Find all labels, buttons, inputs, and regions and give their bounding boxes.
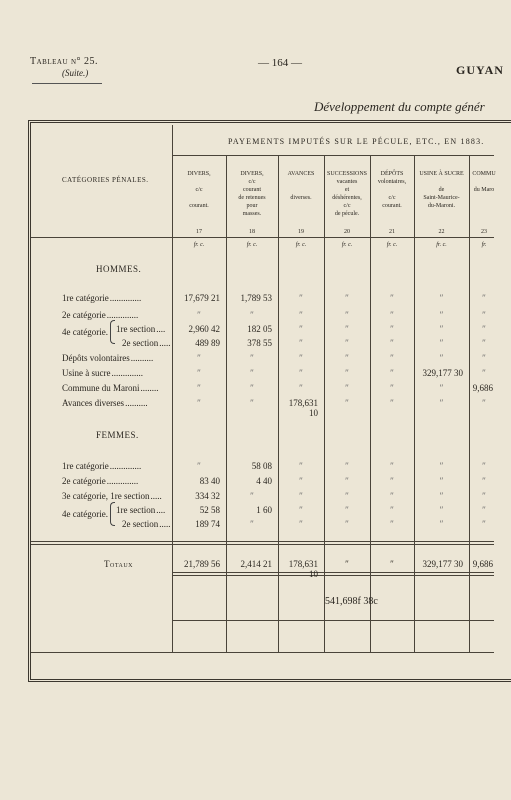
column-header-line: DÉPÔTS [380,171,404,177]
cell-empty-mark: ″ [390,398,394,408]
cell-value: 178,631 10 [288,398,318,418]
cell-empty-mark: ″ [390,461,394,471]
super-header-rule [172,155,494,156]
cell-value: 9,686 [472,383,493,393]
cell-empty-mark: ″ [299,293,303,303]
row-label: 3e catégorie, 1re section [62,491,150,501]
cell-empty-mark: ″ [439,324,444,334]
total-value: 178,631 10 [288,559,318,579]
cell-empty-mark: ″ [250,519,254,529]
column-header-line: de [438,187,445,193]
column-header-21 [370,170,414,210]
cell-value: 378 55 [247,338,272,348]
cell-empty-mark: ″ [299,353,303,363]
cell-empty-mark: ″ [299,491,303,501]
column-header-line: de retenues [238,195,266,201]
subtitle: Développement du compte génér [314,99,485,114]
cell-empty-mark: ″ [439,310,444,320]
table-reference: Tableau n° 25. [30,56,99,67]
column-header-line: c/c [195,187,203,193]
cell-empty-mark: ″ [482,338,486,348]
column-unit-22: fr. c. [436,242,447,248]
brace-femmes [110,502,115,526]
cell-empty-mark: ″ [390,338,394,348]
column-header-line: du Maro [473,187,495,193]
column-header-line: pour [246,203,258,209]
cell-empty-mark: ″ [197,353,201,363]
section-hommes: HOMMES. [96,264,142,274]
cell-empty-mark: ″ [197,310,201,320]
cell-empty-mark: ″ [390,476,394,486]
column-header-23 [469,170,499,194]
column-header-line: DIVERS, [240,171,264,177]
totals-bottom-rule [172,572,494,573]
cell-empty-mark: ″ [250,383,254,393]
column-header-line [278,178,324,186]
column-header-line: diverses. [290,195,312,201]
cell-empty-mark: ″ [345,505,349,515]
cell-empty-mark: ″ [250,310,254,320]
column-header-line: COMMU [472,171,496,177]
cell-empty-mark: ″ [197,383,201,393]
grand-total-rule [172,620,494,621]
column-header-line: volontaires, [377,179,407,185]
row-leader-dots: .............. [106,476,139,486]
total-empty-mark: ″ [390,559,394,569]
column-header-18 [226,170,278,218]
row-label: 1re catégorie [62,461,109,471]
row-leader-dots: ..... [150,491,162,501]
row-label: 2e catégorie [62,310,106,320]
cell-empty-mark: ″ [390,353,394,363]
cell-value: 182 05 [247,324,272,334]
row-leader-dots: ........ [140,383,159,393]
cell-empty-mark: ″ [482,324,486,334]
cell-empty-mark: ″ [439,476,444,486]
cell-empty-mark: ″ [345,368,349,378]
row-label: 1re section [116,324,156,334]
cell-empty-mark: ″ [439,505,444,515]
group-label-femmes: 4e catégorie. [62,509,108,519]
cell-empty-mark: ″ [482,519,486,529]
cell-empty-mark: ″ [299,310,303,320]
row-leader-dots: .............. [106,310,139,320]
column-number-23: 23 [481,229,487,235]
cell-empty-mark: ″ [345,353,349,363]
column-unit-17: fr. c. [193,242,205,248]
cell-empty-mark: ″ [345,519,349,529]
cell-empty-mark: ″ [482,353,486,363]
row-leader-dots: ..... [159,519,171,529]
column-number-17: 17 [196,229,202,235]
row-leader-dots: .............. [109,293,142,303]
row-label: 2e section [122,519,159,529]
cell-empty-mark: ″ [345,491,349,501]
cell-value: 58 08 [251,461,272,471]
cell-empty-mark: ″ [197,368,201,378]
cell-empty-mark: ″ [390,368,394,378]
cell-empty-mark: ″ [250,368,254,378]
cell-value: 489 89 [195,338,220,348]
cell-empty-mark: ″ [299,505,303,515]
column-unit-20: fr. c. [341,242,353,248]
section-divider [31,652,494,653]
column-number-19: 19 [298,229,304,235]
cell-value: 1 60 [256,505,272,515]
cell-value: 189 74 [195,519,220,529]
cell-empty-mark: ″ [345,310,349,320]
row-label: Dépôts volontaires [62,353,130,363]
row-label: Avances diverses [62,398,125,408]
column-header-line [414,178,469,186]
row-leader-dots: ..... [159,338,171,348]
cell-empty-mark: ″ [482,293,486,303]
row-leader-dots: .............. [109,461,142,471]
column-header-line: c/c [343,203,351,209]
super-header: PAYEMENTS IMPUTÉS SUR LE PÉCULE, ETC., EN 1883. [228,137,485,146]
row-leader-dots: .......... [125,398,148,408]
column-header-line: USINE À SUCRE [419,171,464,177]
header-bottom-rule [31,237,494,238]
cell-empty-mark: ″ [299,338,303,348]
column-header-line: déshérentes, [332,195,362,201]
cell-empty-mark: ″ [299,519,303,529]
column-header-22 [414,170,469,210]
cell-empty-mark: ″ [390,293,394,303]
cell-empty-mark: ″ [439,491,444,501]
total-value: 2,414 21 [240,559,272,569]
cell-empty-mark: ″ [390,324,394,334]
cell-value: 2,960 42 [188,324,220,334]
cell-empty-mark: ″ [390,383,394,393]
row-label: Commune du Maroni [62,383,140,393]
cell-empty-mark: ″ [482,491,486,501]
cell-empty-mark: ″ [345,324,349,334]
column-header-line: et [344,187,350,193]
cell-empty-mark: ″ [390,505,394,515]
cell-value: 17,679 21 [184,293,220,303]
column-unit-18: fr. c. [246,242,258,248]
cell-empty-mark: ″ [250,398,254,408]
group-label-hommes: 4e catégorie. [62,327,108,337]
totals-label: Totaux [104,559,134,569]
column-header-line [278,186,324,194]
column-header-line: c/c [248,179,256,185]
cell-empty-mark: ″ [299,383,303,393]
cell-empty-mark: ″ [439,519,444,529]
column-header-17 [172,170,226,210]
column-header-line: courant. [382,203,402,209]
totals-bottom-rule-2 [172,575,494,576]
cell-empty-mark: ″ [299,461,303,471]
column-number-21: 21 [389,229,395,235]
column-number-20: 20 [344,229,350,235]
cell-empty-mark: ″ [439,293,444,303]
cell-empty-mark: ″ [345,383,349,393]
cell-empty-mark: ″ [345,338,349,348]
section-femmes: FEMMES. [96,430,139,440]
cell-empty-mark: ″ [299,476,303,486]
running-title: GUYAN [456,63,504,77]
column-header-line: courant [243,187,261,193]
column-header-line: masses. [242,211,262,217]
column-header-line: de pécule. [334,211,360,217]
cell-empty-mark: ″ [439,353,444,363]
total-value: 329,177 30 [422,559,463,569]
cell-empty-mark: ″ [390,310,394,320]
cell-value: 1,789 53 [240,293,272,303]
cell-empty-mark: ″ [439,398,444,408]
totals-top-rule [31,541,494,542]
grand-total: 541,698f 38c [325,596,378,607]
cell-empty-mark: ″ [390,519,394,529]
row-leader-dots: .............. [111,368,143,378]
cell-value: 83 40 [199,476,220,486]
column-header-20 [324,170,370,218]
page-number: — 164 — [258,57,302,69]
column-unit-19: fr. c. [295,242,307,248]
brace-hommes [110,320,115,344]
column-header-line [172,178,226,186]
cell-empty-mark: ″ [197,461,201,471]
column-header-19 [278,170,324,202]
cell-empty-mark: ″ [482,505,486,515]
cell-empty-mark: ″ [482,461,486,471]
row-label: 1re section [116,505,156,515]
column-header-line [469,178,499,186]
cell-value: 334 32 [195,491,220,501]
row-leader-dots: .... [156,324,166,334]
row-label: Usine à sucre [62,368,111,378]
cell-empty-mark: ″ [299,368,303,378]
cell-empty-mark: ″ [439,383,444,393]
column-header-line: DIVERS, [187,171,211,177]
table-suite: (Suite.) [62,68,89,78]
cell-empty-mark: ″ [439,338,444,348]
totals-top-rule-2 [31,544,494,545]
cell-empty-mark: ″ [345,398,349,408]
column-header-line: AVANCES [287,171,315,177]
category-header: CATÉGORIES PÉNALES. [62,176,149,184]
total-empty-mark: ″ [345,559,349,569]
cell-empty-mark: ″ [345,461,349,471]
column-header-line [370,186,414,194]
cell-value: 329,177 30 [422,368,463,378]
cell-empty-mark: ″ [390,491,394,501]
cell-empty-mark: ″ [482,368,486,378]
cell-value: 4 40 [256,476,272,486]
ornament-rule [32,83,102,84]
cell-empty-mark: ″ [482,476,486,486]
column-number-22: 22 [438,229,445,235]
total-value: 21,789 56 [184,559,220,569]
column-header-line: vacantes [336,179,358,185]
column-number-18: 18 [249,229,255,235]
cell-empty-mark: ″ [482,398,486,408]
row-label: 2e section [122,338,159,348]
column-header-line: courant. [189,203,209,209]
row-leader-dots: .......... [130,353,154,363]
column-header-line: du-Maroni. [427,203,456,209]
cell-empty-mark: ″ [345,476,349,486]
column-header-line [172,194,226,202]
row-label: 1re catégorie [62,293,109,303]
total-value: 9,686 [472,559,493,569]
cell-empty-mark: ″ [299,324,303,334]
column-unit-23: fr. [481,242,487,248]
column-unit-21: fr. c. [386,242,398,248]
row-label: 2e catégorie [62,476,106,486]
row-leader-dots: .... [156,505,166,515]
column-header-line: SUCCESSIONS [326,171,367,177]
column-header-line: c/c [388,195,396,201]
cell-value: 52 58 [199,505,220,515]
cell-empty-mark: ″ [197,398,201,408]
cell-empty-mark: ″ [250,353,254,363]
cell-empty-mark: ″ [250,491,254,501]
cell-empty-mark: ″ [482,310,486,320]
cell-empty-mark: ″ [439,461,444,471]
column-header-line: Saint-Maurice- [423,195,460,201]
cell-empty-mark: ″ [345,293,349,303]
